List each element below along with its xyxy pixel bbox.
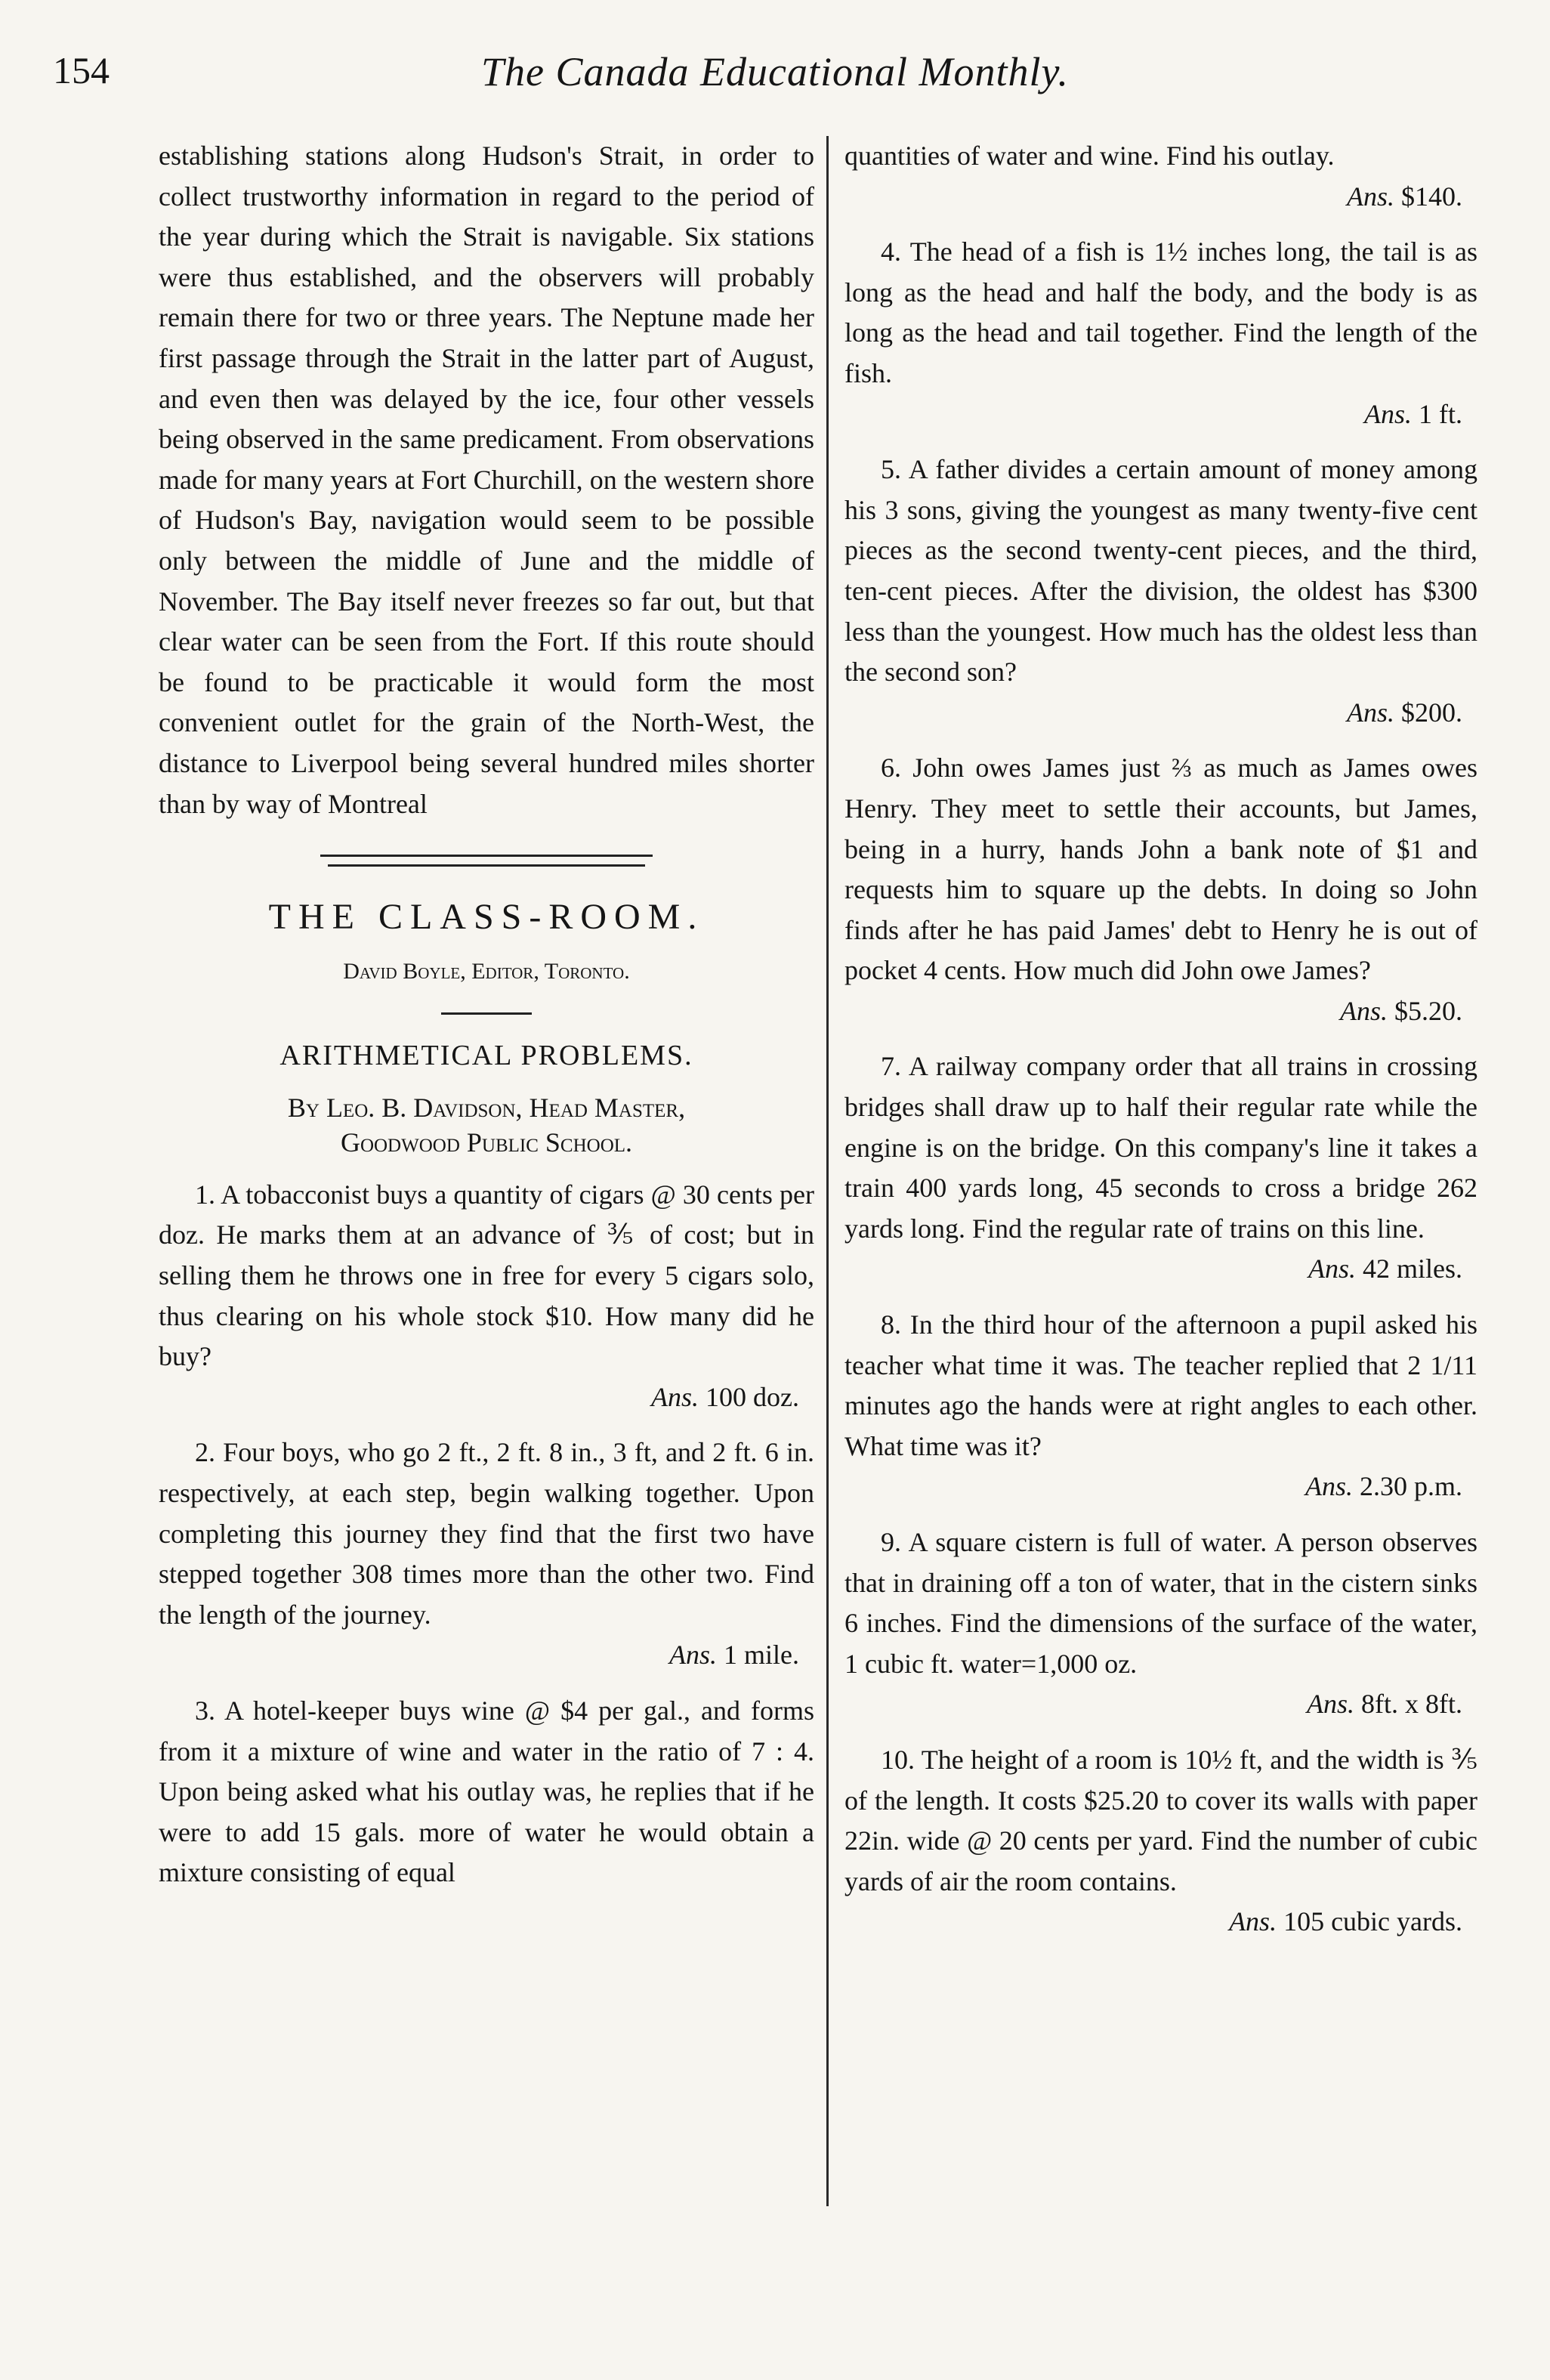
problem-5: 5. A father divides a certain amount of money among his 3 sons, giving the youngest as many twenty-five cent pieces as the second twenty-cent pieces, and the third, ten-cent pieces. After the division, the oldest has $300 less than the youngest. How much has the oldest less than the second son? [844,454,1477,688]
problem-7: 7. A railway company order that all trains in crossing bridges shall draw up to half their regular rate while the engine is on the bridge. On this company's line it takes a train 400 yards long, 45 seconds to cross a bridge 262 yards long. Find the regular rate of trains on this line. [844,1051,1477,1244]
journal-title: The Canada Educational Monthly. [481,49,1069,94]
answer-5: Ans. $200. [1347,697,1462,728]
answer-2: Ans. 1 mile. [669,1640,799,1671]
problem-8: 8. In the third hour of the afternoon a pupil asked his teacher what time it was. The teacher replied that 2 1/11 minutes ago the hands were at right angles to each other. What time was it? [844,1309,1477,1461]
byline-school: Goodwood Public School. [340,1127,633,1158]
right-column [844,136,1477,1943]
answer-6: Ans. $5.20. [1340,995,1462,1026]
page-number: 154 [53,49,110,91]
problem-4: 4. The head of a fish is 1½ inches long, the tail is as long as the head and half the body, and the body is as long as the head and tail together. Find the length of the fish. [844,236,1477,388]
answer-8: Ans. 2.30 p.m. [1305,1471,1462,1502]
problem-10: 10. The height of a room is 10½ ft, and the width is ⅗ of the length. It costs $25.20 to cover its walls with paper 22in. wide @ 20 cents per yard. Find the number of cubic yards of air the room contains. [844,1744,1477,1896]
section-rule [320,855,653,857]
intro-paragraph: establishing stations along Hudson's Strait, in order to collect trustworthy information in regard to the period of the year during which the Strait is navigable. Six stations were thus established, and the observers will probably remain there for two or three years. The Neptune made her first passage through the Strait in the latter part of August, and even then was delayed by the ice, four other vessels being observed in the same predicament. From observations made for many years at Fort Churchill, on the western shore of Hudson's Bay, navigation would seem to be possible only between the middle of June and the middle of November. The Bay itself never freezes so far out, but that clear water can be seen from the Fort. If this route should be found to be practicable it would form the most convenient outlet for the grain of the North-West, the distance to Liverpool being several hundred miles shorter than by way of Montreal [159,141,814,819]
small-rule [441,1012,532,1015]
answer-9: Ans. 8ft. x 8ft. [1307,1689,1462,1720]
answer-10: Ans. 105 cubic yards. [1229,1906,1462,1937]
section-title: THE CLASS-ROOM. [268,897,705,938]
problem-3-start: 3. A hotel-keeper buys wine @ $4 per gal., and forms from it a mixture of wine and water in the ratio of 7 : 4. Upon being asked what his outlay was, he replies that if he were to add 15 gals. more of water he would obtain a mixture consisting of equal [159,1695,814,1888]
column-divider [826,136,829,2206]
problem-2: 2. Four boys, who go 2 ft., 2 ft. 8 in., 3 ft, and 2 ft. 6 in. respectively, at each step, begin walking together. Upon completing this journey they find that the first two have stepped together 308 times more than the other two. Find the length of the journey. [159,1437,814,1630]
article-title: ARITHMETICAL PROBLEMS. [279,1040,693,1072]
answer-7: Ans. 42 miles. [1308,1253,1462,1284]
editor-line: David Boyle, Editor, Toronto. [343,958,630,984]
byline [159,1090,814,1160]
byline-author: By Leo. B. Davidson, Head Master, [287,1092,686,1123]
problem-9: 9. A square cistern is full of water. A person observes that in draining off a ton of water, that in the cistern sinks 6 inches. Find the dimensions of the surface of the water, 1 cubic ft. water=1,000 oz. [844,1527,1477,1679]
problem-6: 6. John owes James just ⅔ as much as James owes Henry. They meet to settle their accounts, but James, being in a hurry, hands John a bank note of $1 and requests him to square up the debts. In doing so John finds after he has paid James' debt to Henry he is out of pocket 4 cents. How much did John owe James? [844,753,1477,986]
answer-3: Ans. $140. [1347,181,1462,212]
answer-4: Ans. 1 ft. [1364,398,1462,429]
left-column [159,136,814,1893]
problem-1: 1. A tobacconist buys a quantity of cigars @ 30 cents per doz. He marks them at an advance of ⅗ of cost; but in selling them he throws one in free for every 5 cigars solo, thus clearing on his whole stock $10. How many did he buy? [159,1179,814,1372]
problem-3-end: quantities of water and wine. Find his outlay. [844,141,1335,171]
running-head [53,48,1497,109]
answer-1: Ans. 100 doz. [651,1381,799,1412]
section-rule [328,864,645,867]
